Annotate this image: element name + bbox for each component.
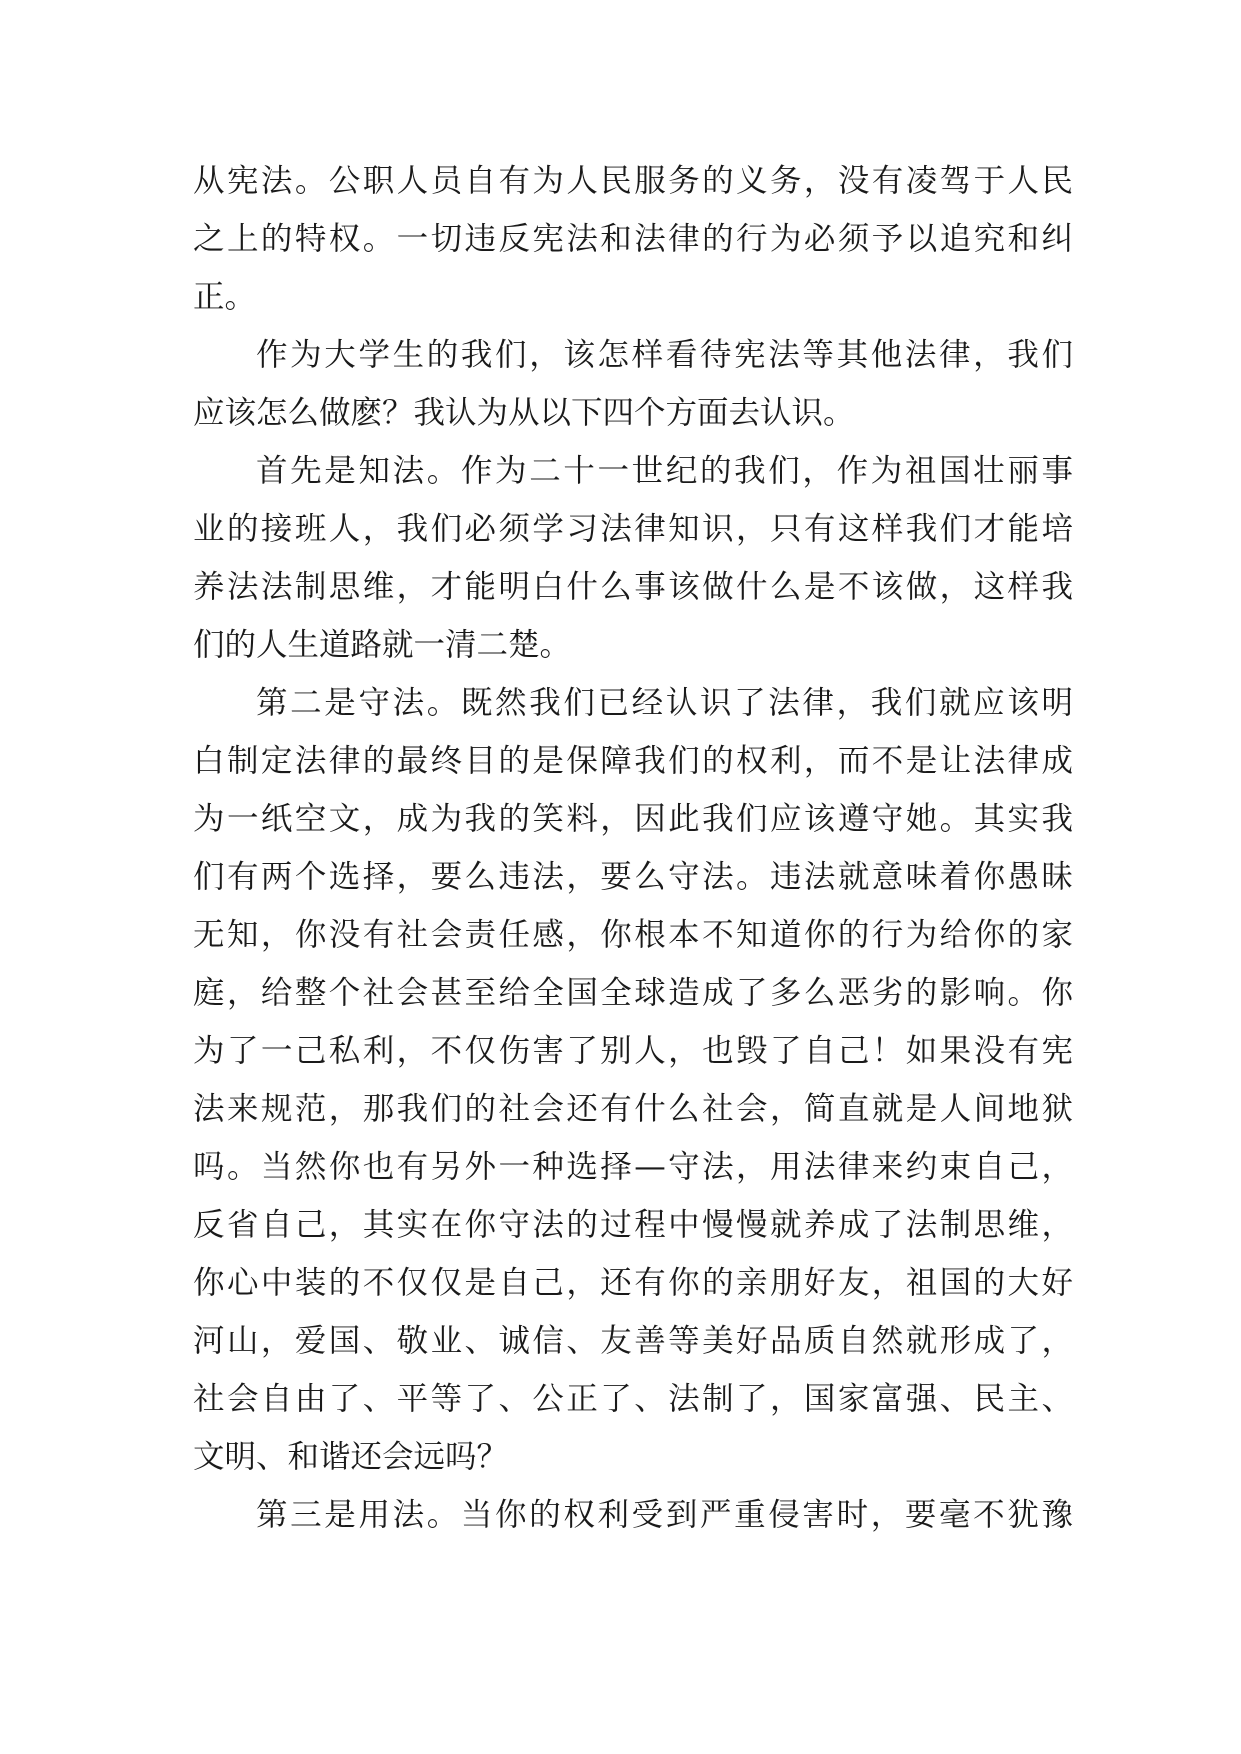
text-line: 法来规范，那我们的社会还有什么社会，简直就是人间地狱 — [193, 1091, 1073, 1127]
text-line: 吗。当然你也有另外一种选择—守法，用法律来约束自己， — [193, 1149, 1073, 1185]
text-line: 们的人生道路就一清二楚。 — [193, 627, 572, 663]
text-line: 业的接班人，我们必须学习法律知识，只有这样我们才能培 — [193, 511, 1073, 547]
paragraph-first-line: 首先是知法。作为二十一世纪的我们，作为祖国壮丽事 — [256, 453, 1073, 489]
paragraph-first-line: 第二是守法。既然我们已经认识了法律，我们就应该明 — [256, 685, 1073, 721]
text-line: 养法法制思维，才能明白什么事该做什么是不该做，这样我 — [193, 569, 1073, 605]
text-line: 文明、和谐还会远吗？ — [193, 1439, 509, 1475]
text-line: 白制定法律的最终目的是保障我们的权利，而不是让法律成 — [193, 743, 1073, 779]
paragraph-first-line: 作为大学生的我们，该怎样看待宪法等其他法律，我们 — [256, 337, 1073, 373]
text-line: 之上的特权。一切违反宪法和法律的行为必须予以追究和纠 — [193, 221, 1073, 257]
text-line: 无知，你没有社会责任感，你根本不知道你的行为给你的家 — [193, 917, 1073, 953]
text-line: 应该怎么做麽？我认为从以下四个方面去认识。 — [193, 395, 855, 431]
paragraph-first-line: 第三是用法。当你的权利受到严重侵害时，要毫不犹豫 — [256, 1497, 1073, 1533]
text-line: 反省自己，其实在你守法的过程中慢慢就养成了法制思维， — [193, 1207, 1073, 1243]
text-line: 为了一己私利，不仅伤害了别人，也毁了自己！如果没有宪 — [193, 1033, 1073, 1069]
text-line: 河山，爱国、敬业、诚信、友善等美好品质自然就形成了， — [193, 1323, 1073, 1359]
text-line: 们有两个选择，要么违法，要么守法。违法就意味着你愚昧 — [193, 859, 1073, 895]
text-line: 正。 — [193, 279, 257, 315]
text-line: 社会自由了、平等了、公正了、法制了，国家富强、民主、 — [193, 1381, 1073, 1417]
body-text — [193, 152, 1073, 1544]
text-line: 为一纸空文，成为我的笑料，因此我们应该遵守她。其实我 — [193, 801, 1073, 837]
text-line: 你心中装的不仅仅是自己，还有你的亲朋好友，祖国的大好 — [193, 1265, 1073, 1301]
text-line: 从宪法。公职人员自有为人民服务的义务，没有凌驾于人民 — [193, 163, 1073, 199]
text-line: 庭，给整个社会甚至给全国全球造成了多么恶劣的影响。你 — [193, 975, 1073, 1011]
